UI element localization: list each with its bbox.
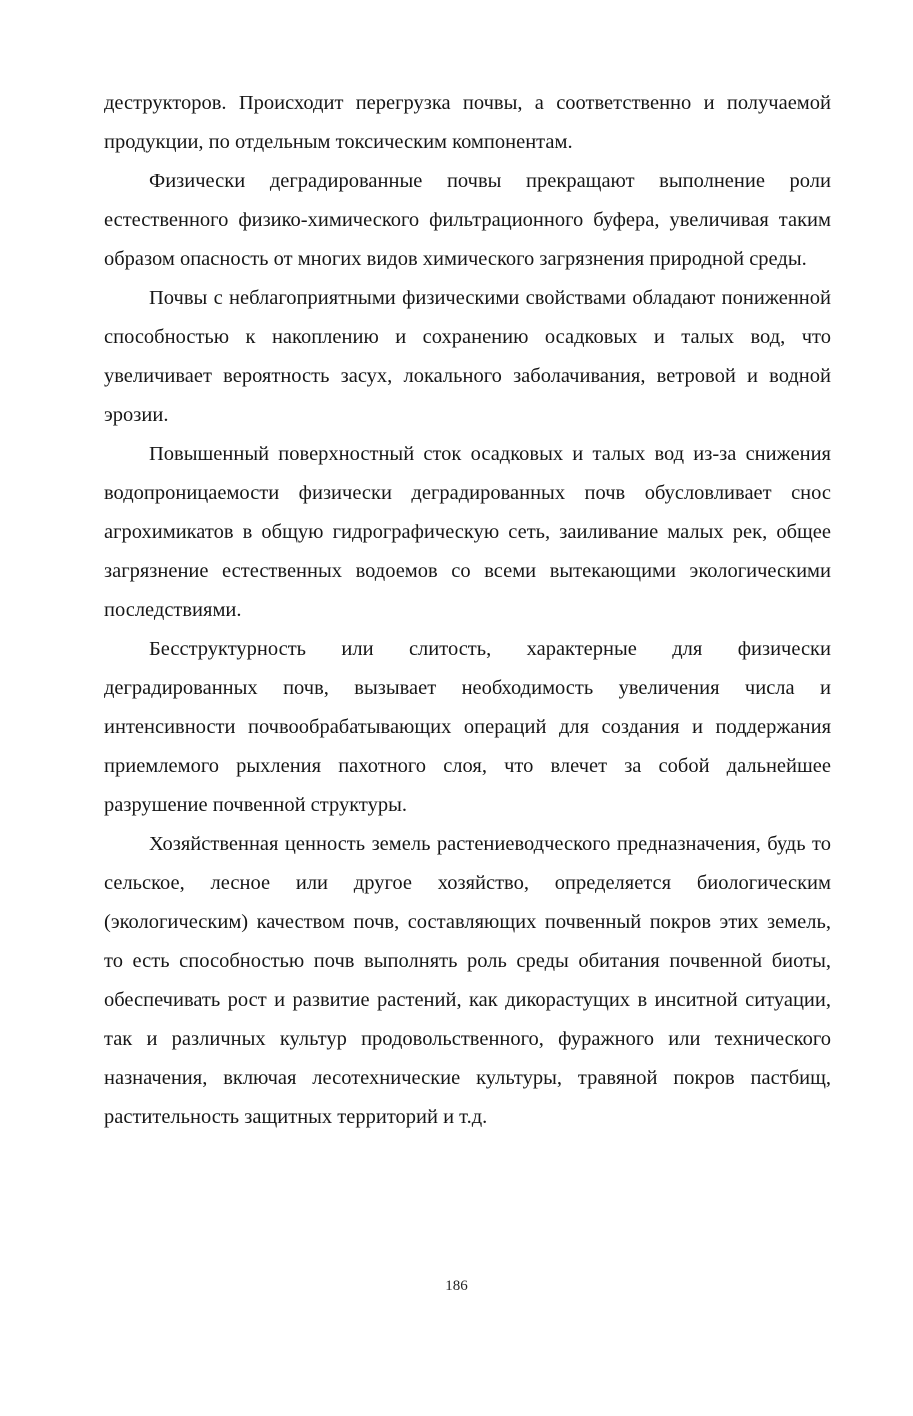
paragraph-1: деструкторов. Происходит перегрузка почвы, а соответственно и получаемой продукции, по отдельным токсическим компонентам. [104, 92, 831, 153]
paragraph-5: Бесструктурность или слитость, характерные для физически деградированных почв, вызывает необходимость увеличения числа и интенсивности почвообрабатывающих операций для создания и поддержания приемлемого рыхления пахотного слоя, что влечет за собой дальнейшее разрушение почвенной структуры. [104, 638, 831, 816]
paragraph-2: Физически деградированные почвы прекращают выполнение роли естественного физико-химического фильтрационного буфера, увеличивая таким образом опасность от многих видов химического загрязнения природной среды. [104, 170, 831, 270]
paragraph-3: Почвы с неблагоприятными физическими свойствами обладают пониженной способностью к накоплению и сохранению осадковых и талых вод, что увеличивает вероятность засух, локального заболачивания, ветровой и водной эрозии. [104, 287, 831, 426]
body-text [104, 84, 831, 1137]
paragraph-6: Хозяйственная ценность земель растениеводческого предназначения, будь то сельское, лесное или другое хозяйство, определяется биологическим (экологическим) качеством почв, составляющих почвенный покров этих земель, то есть способностью почв выполнять роль среды обитания почвенной биоты, обеспечивать рост и развитие растений, как дикорастущих в инситной ситуации, так и различных культур продовольственного, фуражного или технического назначения, включая лесотехнические культуры, травяной покров пастбищ, растительность защитных территорий и т.д. [104, 833, 831, 1128]
paragraph-4: Повышенный поверхностный сток осадковых и талых вод из-за снижения водопроницаемости физически деградированных почв обусловливает снос агрохимикатов в общую гидрографическую сеть, заиливание малых рек, общее загрязнение естественных водоемов со всеми вытекающими экологическими последствиями. [104, 443, 831, 621]
page-number: 186 [445, 1278, 468, 1294]
